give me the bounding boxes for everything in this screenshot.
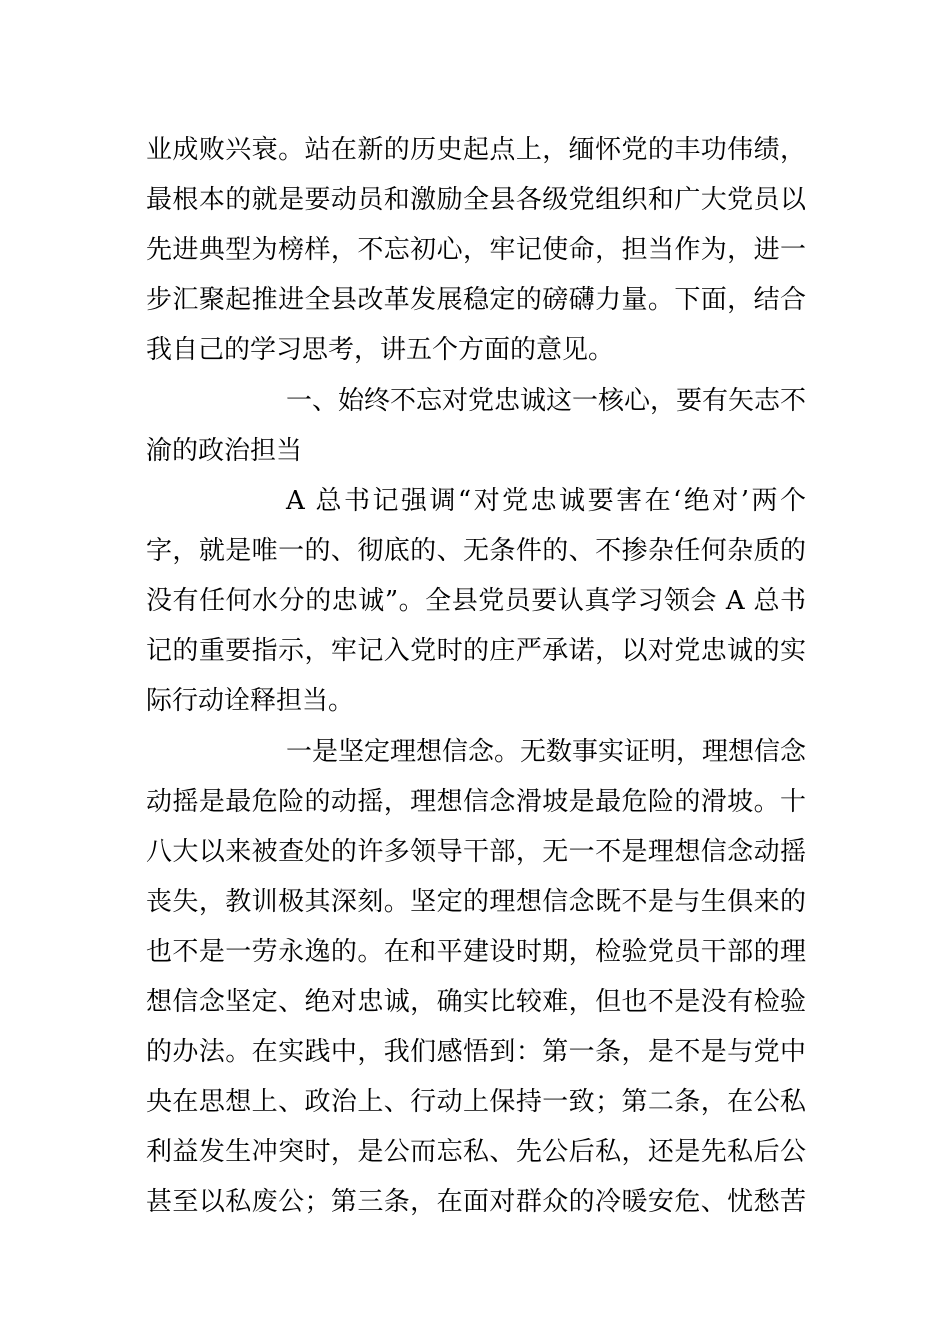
text-line: 也不是一劳永逸的。在和平建设时期，检验党员干部的理: [146, 937, 806, 967]
text-line: 动摇是最危险的动摇，理想信念滑坡是最危险的滑坡。十: [146, 787, 806, 817]
text-line: 最根本的就是要动员和激励全县各级党组织和广大党员以: [146, 185, 806, 215]
text-line: 先进典型为榜样，不忘初心，牢记使命，担当作为，进一: [146, 235, 806, 265]
text-line: 丧失，教训极其深刻。坚定的理想信念既不是与生俱来的: [146, 887, 806, 917]
text-line: 步汇聚起推进全县改革发展稳定的磅礴力量。下面，结合: [146, 285, 806, 315]
text-line: 字，就是唯一的、彻底的、无条件的、不掺杂任何杂质的: [146, 536, 806, 566]
text-line: 利益发生冲突时，是公而忘私、先公后私，还是先私后公: [146, 1137, 806, 1167]
text-line: 没有任何水分的忠诚”。全县党员要认真学习领会 A 总书: [146, 586, 806, 616]
text-line: 的办法。在实践中，我们感悟到：第一条，是不是与党中: [146, 1037, 806, 1067]
section-heading-line: 一、始终不忘对党忠诚这一核心，要有矢志不: [286, 386, 807, 416]
text-line: 际行动诠释担当。: [146, 686, 355, 716]
text-line: 业成败兴衰。站在新的历史起点上，缅怀党的丰功伟绩，: [146, 135, 806, 165]
text-line: A 总书记强调“对党忠诚要害在‘绝对’两个: [286, 486, 806, 516]
text-line: 记的重要指示，牢记入党时的庄严承诺，以对党忠诚的实: [146, 636, 806, 666]
text-line: 想信念坚定、绝对忠诚，确实比较难，但也不是没有检验: [146, 987, 806, 1017]
text-line: 甚至以私废公；第三条，在面对群众的冷暖安危、忧愁苦: [146, 1187, 806, 1217]
text-line: 八大以来被查处的许多领导干部，无一不是理想信念动摇: [146, 837, 806, 867]
text-line: 央在思想上、政治上、行动上保持一致；第二条，在公私: [146, 1087, 806, 1117]
text-line: 一是坚定理想信念。无数事实证明，理想信念: [286, 737, 807, 767]
section-heading-line: 渝的政治担当: [146, 436, 303, 466]
text-line: 我自己的学习思考，讲五个方面的意见。: [146, 335, 615, 365]
